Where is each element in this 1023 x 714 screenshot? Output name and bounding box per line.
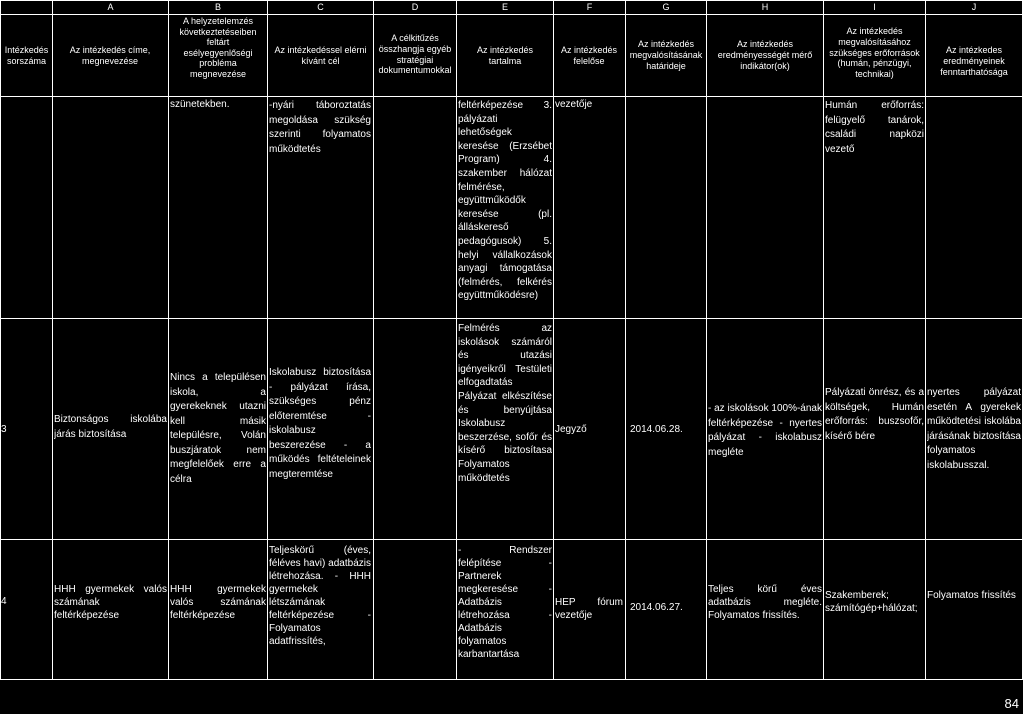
row3-g: 2014.06.27. xyxy=(630,602,683,613)
column-letter-i: I xyxy=(873,2,876,12)
grid-line xyxy=(0,679,1023,680)
header-b: A helyzetelemzés következtetéseiben feltárt esélyegyenlőségi probléma megnevezése xyxy=(179,16,257,80)
row3-e: - Rendszer felépítése - Partnerek megkeresése - Adatbázis létrehozása - Adatbázis folyamatos karbantartása xyxy=(458,545,552,660)
row3-j: Folyamatos frissítés xyxy=(927,590,1016,601)
grid-line xyxy=(0,96,1023,97)
row2-a: Biztonságos iskolába járás biztosítása xyxy=(54,414,167,440)
grid-line xyxy=(0,14,1023,15)
column-letter-j: J xyxy=(971,2,977,12)
row3-i: Szakemberek; számítógép+hálózat; xyxy=(825,590,918,614)
row3-f: HEP fórum vezetője xyxy=(555,597,623,621)
row3-c: Teljeskörű (éves, féléves havi) adatbázis létrehozása. - HHH gyermekek létszámának feltérképezése - Folyamatos adatfrissítés, xyxy=(269,545,371,647)
header-a: Az intézkedés címe, megnevezése xyxy=(69,45,151,66)
page-number: 84 xyxy=(1004,696,1019,711)
grid-line xyxy=(52,0,53,680)
row2-j: nyertes pályázat esetén A gyerekek működtetési iskolába járásának biztosítása folyamatos iskolabusszal. xyxy=(927,387,1021,471)
row2-c: Iskolabusz biztosítása - pályázat írása, szükséges pénz előteremtése - iskolabusz beszerezése - a működés feltételeinek megteremtése xyxy=(269,367,371,480)
header-j: Az intézkedes eredményeinek fenntarthatósága xyxy=(940,45,1008,77)
column-letter-e: E xyxy=(501,2,508,12)
grid-line xyxy=(553,0,554,680)
row1-e: feltérképezése 3. pályázati lehetőségek keresése (Erzsébet Program) 4. szakember hálózat felmérése, együttműködők keresése (pl. álláskereső pedagógusok) 5. helyi vállalkozások anyagi támogatása (felmérés, felkérés együttműködésre) xyxy=(458,100,552,302)
column-letter-b: B xyxy=(214,2,221,12)
row1-f: vezetője xyxy=(555,99,593,110)
row2-h: - az iskolások 100%-ának feltérképezése - nyertes pályázat - iskolabusz megléte xyxy=(708,403,822,458)
row3-num: 4 xyxy=(1,596,7,607)
row3-b: HHH gyermekek valós számának feltérképezése xyxy=(170,584,266,621)
grid-line xyxy=(925,0,926,680)
column-letter-c: C xyxy=(317,2,324,12)
grid-line xyxy=(0,0,1,680)
header-d: A célkitűzés összhangja egyéb stratégiai dokumentumokkal xyxy=(378,33,452,76)
grid-line xyxy=(625,0,626,680)
header-g: Az intézkedés megvalósításának határideje xyxy=(629,39,703,71)
row3-a: HHH gyermekek valós számának feltérképezése xyxy=(54,584,167,621)
header-num: Intézkedés sorszáma xyxy=(4,45,49,66)
grid-line xyxy=(267,0,268,680)
row2-i: Pályázati önrész, és a költségek, Humán erőforrás: buszsofőr, kísérő bére xyxy=(825,387,924,442)
header-h: Az intézkedés eredményességét mérő indikátor(ok) xyxy=(717,39,813,71)
grid-line xyxy=(456,0,457,680)
grid-line xyxy=(373,0,374,680)
row2-f: Jegyző xyxy=(555,424,587,435)
grid-line xyxy=(0,318,1023,319)
grid-line xyxy=(0,539,1023,540)
grid-line xyxy=(823,0,824,680)
header-c: Az intézkedéssel elérni kívánt cél xyxy=(274,45,367,66)
row2-num: 3 xyxy=(1,424,7,435)
grid-line xyxy=(168,0,169,680)
column-letter-h: H xyxy=(761,2,769,12)
row2-g: 2014.06.28. xyxy=(630,424,683,435)
row1-b: szünetekben. xyxy=(170,99,230,110)
column-letter-d: D xyxy=(411,2,419,12)
column-letter-g: G xyxy=(662,2,670,12)
column-letter-a: A xyxy=(107,2,114,12)
grid-line xyxy=(706,0,707,680)
row1-c: -nyári táboroztatás megoldása szükség szerinti folyamatos működtetés xyxy=(269,100,371,155)
header-e: Az intézkedés tartalma xyxy=(476,45,534,66)
row1-i: Humán erőforrás: felügyelő tanárok, családi napközi vezető xyxy=(825,100,924,155)
header-i: Az intézkedés megvalósításához szükséges erőforrások (humán, pénzügyi, technikai) xyxy=(829,26,920,80)
row3-h: Teljes körű éves adatbázis megléte. Folyamatos frissítés. xyxy=(708,584,822,621)
row2-b: Nincs a településen iskola, a gyerekeknek utazni kell másik településre, Volán buszjáratok nem megfelelőek erre a célra xyxy=(170,372,266,485)
header-f: Az intézkedés felelőse xyxy=(560,45,618,66)
column-letter-f: F xyxy=(586,2,593,12)
row2-e: Felmérés az iskolások számáról és utazási igényeikről Testületi elfogadtatás Pályázat elkészítése és benyújtása Iskolabusz beszerzése, sofőr és kísérő biztosítasa Folyamatos működtetés xyxy=(458,323,552,484)
